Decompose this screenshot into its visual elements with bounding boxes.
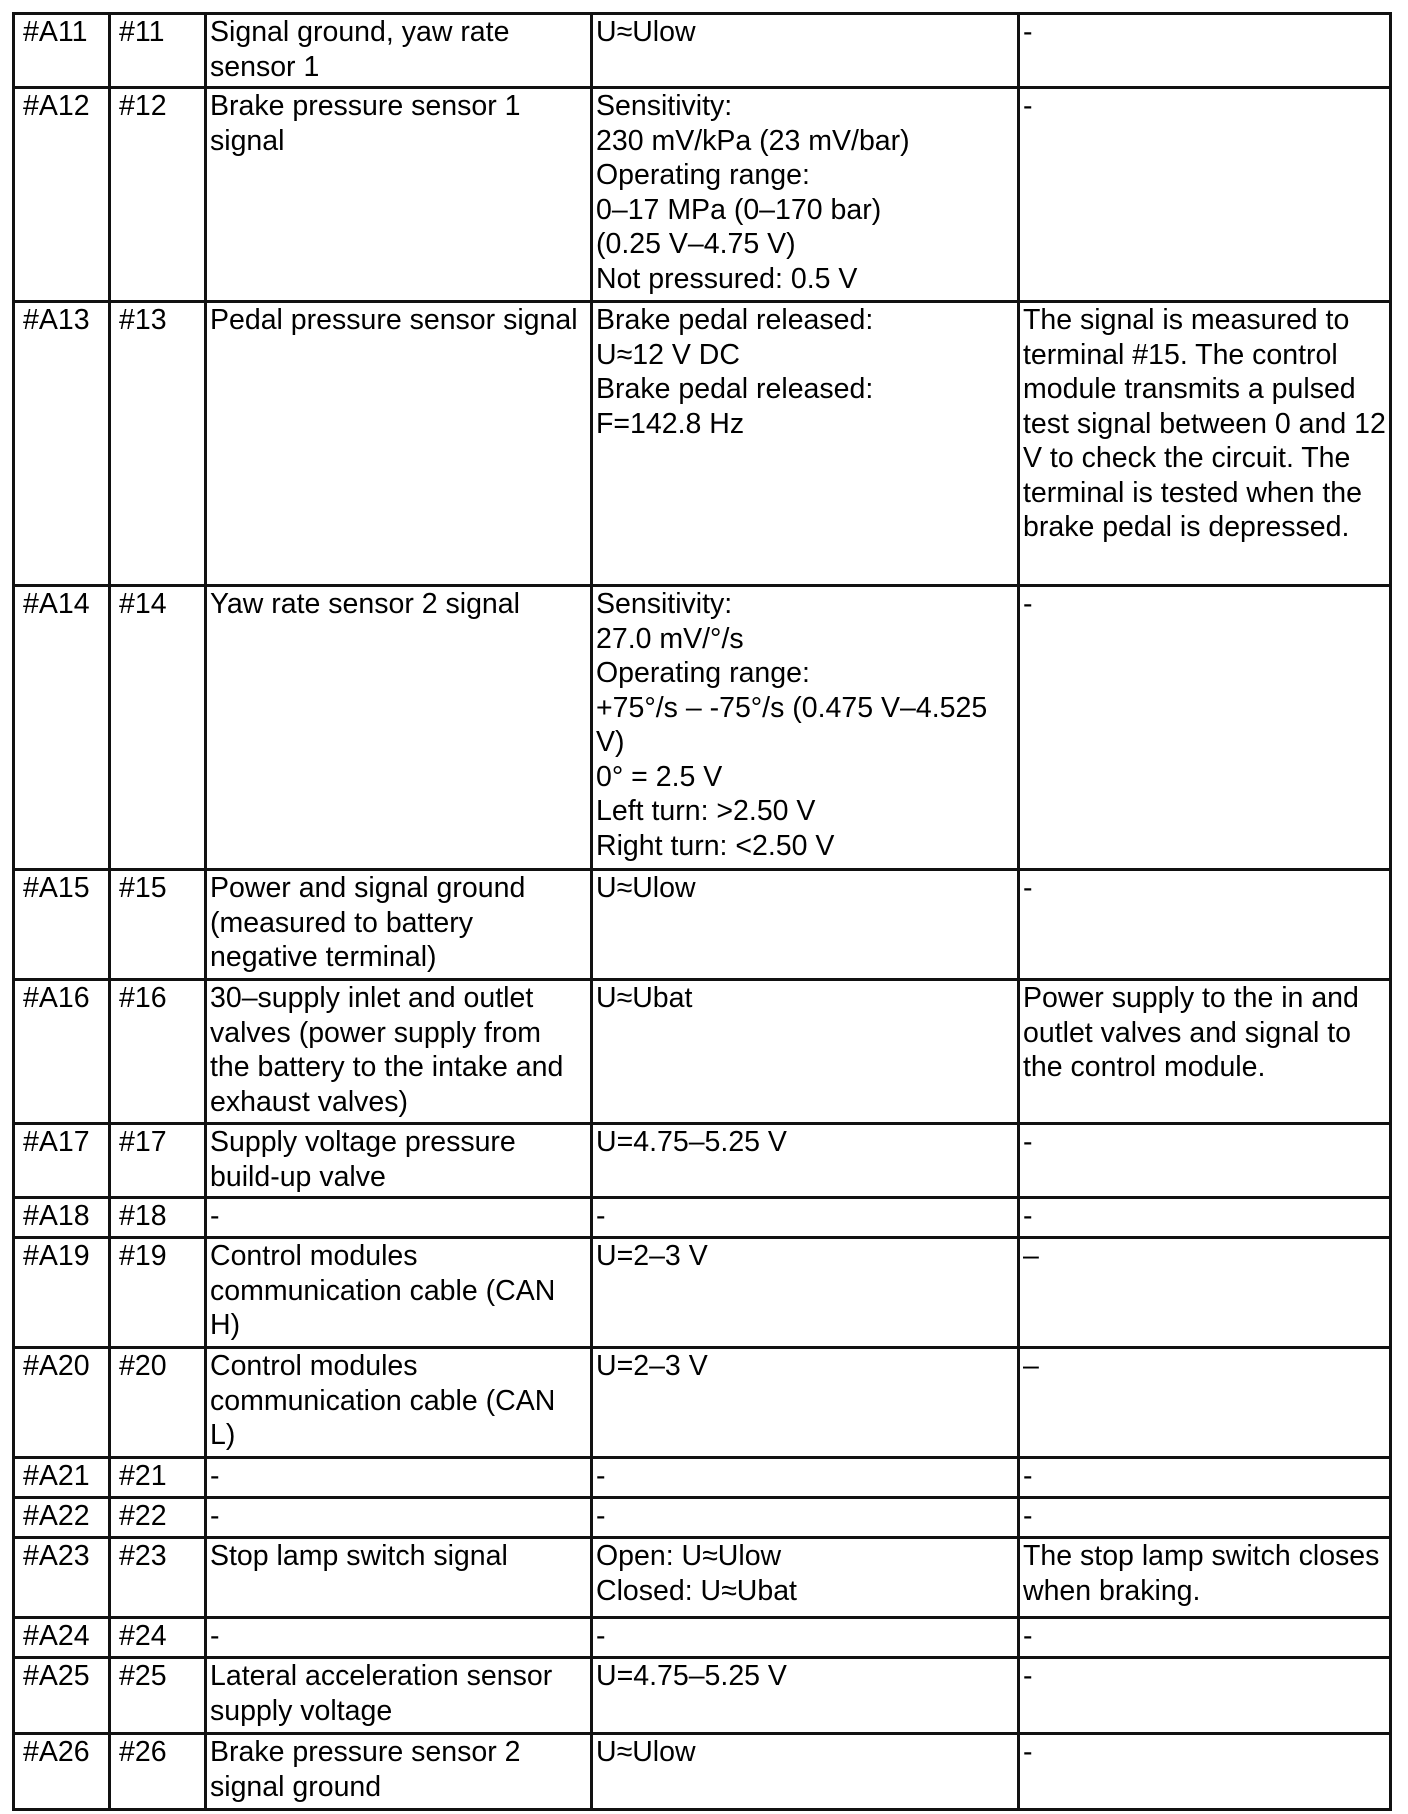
note-cell: - — [1019, 14, 1391, 88]
table-row — [14, 980, 1391, 1124]
pin-id-cell: #A22 — [14, 1498, 110, 1538]
terminal-number-cell: #21 — [110, 1458, 206, 1498]
table-row — [14, 1238, 1391, 1348]
value-line: U≈Ulow — [596, 872, 696, 904]
table-row — [14, 1198, 1391, 1238]
value-line: 0° = 2.5 V — [596, 760, 723, 793]
table-row — [14, 586, 1391, 870]
value-line: Left turn: >2.50 V — [596, 795, 816, 827]
value-cell — [592, 1734, 1019, 1810]
table-row — [14, 1734, 1391, 1810]
value-line: 27.0 mV/°/s — [596, 622, 744, 655]
description-cell: Brake pressure sensor 2 signal ground — [206, 1734, 592, 1810]
terminal-number-cell: #16 — [110, 980, 206, 1124]
note-cell: – — [1019, 1238, 1391, 1348]
value-cell — [592, 88, 1019, 302]
pin-id-cell: #A14 — [14, 586, 110, 870]
table-row — [14, 1348, 1391, 1458]
note-cell: The stop lamp switch closes when braking. — [1019, 1538, 1391, 1618]
value-cell — [592, 1618, 1019, 1658]
table-row — [14, 302, 1391, 586]
pin-id-cell: #A25 — [14, 1658, 110, 1734]
description-cell: Power and signal ground (measured to battery negative terminal) — [206, 870, 592, 980]
pin-id-cell: #A16 — [14, 980, 110, 1124]
pin-id-cell: #A21 — [14, 1458, 110, 1498]
value-line: F=142.8 Hz — [596, 407, 745, 440]
note-cell: - — [1019, 1198, 1391, 1238]
pin-id-cell: #A23 — [14, 1538, 110, 1618]
table-row — [14, 1458, 1391, 1498]
value-cell — [592, 1348, 1019, 1458]
value-line: Open: U≈Ulow — [596, 1540, 782, 1572]
pin-id-cell: #A24 — [14, 1618, 110, 1658]
value-cell — [592, 1124, 1019, 1198]
pinout-table-body — [14, 14, 1391, 1810]
description-cell: Signal ground, yaw rate sensor 1 — [206, 14, 592, 88]
value-line: Sensitivity: — [596, 588, 733, 620]
value-line: Right turn: <2.50 V — [596, 829, 835, 862]
value-line: (0.25 V–4.75 V) — [596, 228, 796, 260]
description-cell: - — [206, 1498, 592, 1538]
terminal-number-cell: #26 — [110, 1734, 206, 1810]
value-cell — [592, 980, 1019, 1124]
value-line: U≈Ulow — [596, 16, 696, 48]
value-cell — [592, 586, 1019, 870]
value-cell — [592, 1658, 1019, 1734]
description-cell: Brake pressure sensor 1 signal — [206, 88, 592, 302]
value-line: U≈12 V DC — [596, 338, 740, 371]
value-cell — [592, 1198, 1019, 1238]
value-line: +75°/s – -75°/s (0.475 V–4.525 V) — [596, 691, 996, 758]
pin-id-cell: #A13 — [14, 302, 110, 586]
terminal-number-cell: #14 — [110, 586, 206, 870]
terminal-number-cell: #25 — [110, 1658, 206, 1734]
table-row — [14, 1498, 1391, 1538]
pin-id-cell: #A15 — [14, 870, 110, 980]
pin-id-cell: #A12 — [14, 88, 110, 302]
description-cell: Lateral acceleration sensor supply voltage — [206, 1658, 592, 1734]
value-line: Brake pedal released: — [596, 373, 874, 405]
terminal-number-cell: #12 — [110, 88, 206, 302]
note-cell: - — [1019, 1658, 1391, 1734]
description-cell: - — [206, 1618, 592, 1658]
terminal-number-cell: #17 — [110, 1124, 206, 1198]
value-line: Not pressured: 0.5 V — [596, 262, 858, 295]
table-row — [14, 870, 1391, 980]
note-cell: - — [1019, 1124, 1391, 1198]
value-cell — [592, 1238, 1019, 1348]
value-line: Closed: U≈Ubat — [596, 1574, 797, 1607]
table-row — [14, 1124, 1391, 1198]
value-line: - — [596, 1460, 606, 1492]
description-cell: Stop lamp switch signal — [206, 1538, 592, 1618]
note-cell: - — [1019, 88, 1391, 302]
note-cell: - — [1019, 586, 1391, 870]
pin-id-cell: #A20 — [14, 1348, 110, 1458]
terminal-number-cell: #18 — [110, 1198, 206, 1238]
table-row — [14, 88, 1391, 302]
table-row — [14, 1658, 1391, 1734]
description-cell: - — [206, 1458, 592, 1498]
description-cell: 30–supply inlet and outlet valves (power supply from the battery to the intake and exhaust valves) — [206, 980, 592, 1124]
description-cell: Yaw rate sensor 2 signal — [206, 586, 592, 870]
pinout-document — [12, 12, 1389, 1811]
value-cell — [592, 1458, 1019, 1498]
value-line: - — [596, 1500, 606, 1532]
value-line: Operating range: — [596, 657, 810, 689]
value-cell — [592, 302, 1019, 586]
terminal-number-cell: #24 — [110, 1618, 206, 1658]
value-line: 230 mV/kPa (23 mV/bar) — [596, 124, 910, 157]
note-cell: - — [1019, 1498, 1391, 1538]
pin-id-cell: #A11 — [14, 14, 110, 88]
note-cell: - — [1019, 870, 1391, 980]
table-row — [14, 14, 1391, 88]
note-cell: Power supply to the in and outlet valves and signal to the control module. — [1019, 980, 1391, 1124]
value-line: U≈Ubat — [596, 982, 693, 1014]
value-line: U=2–3 V — [596, 1350, 708, 1382]
pin-id-cell: #A18 — [14, 1198, 110, 1238]
value-cell — [592, 1498, 1019, 1538]
note-cell: – — [1019, 1348, 1391, 1458]
value-line: 0–17 MPa (0–170 bar) — [596, 193, 882, 226]
value-line: Brake pedal released: — [596, 304, 874, 336]
pin-id-cell: #A26 — [14, 1734, 110, 1810]
terminal-number-cell: #19 — [110, 1238, 206, 1348]
terminal-number-cell: #11 — [110, 14, 206, 88]
value-cell — [592, 870, 1019, 980]
value-line: U=2–3 V — [596, 1240, 708, 1272]
terminal-number-cell: #15 — [110, 870, 206, 980]
description-cell: - — [206, 1198, 592, 1238]
value-line: Operating range: — [596, 159, 810, 191]
value-cell — [592, 14, 1019, 88]
value-line: - — [596, 1200, 606, 1232]
note-cell: - — [1019, 1734, 1391, 1810]
pinout-table — [12, 12, 1392, 1811]
pin-id-cell: #A19 — [14, 1238, 110, 1348]
pin-id-cell: #A17 — [14, 1124, 110, 1198]
table-row — [14, 1618, 1391, 1658]
description-cell: Control modules communication cable (CAN L) — [206, 1348, 592, 1458]
value-line: - — [596, 1620, 606, 1652]
note-cell: The signal is measured to terminal #15. The control module transmits a pulsed test signal between 0 and 12 V to check the circuit. The terminal is tested when the brake pedal is depressed. — [1019, 302, 1391, 586]
table-row — [14, 1538, 1391, 1618]
terminal-number-cell: #22 — [110, 1498, 206, 1538]
description-cell: Supply voltage pressure build-up valve — [206, 1124, 592, 1198]
value-line: U=4.75–5.25 V — [596, 1126, 787, 1158]
note-cell: - — [1019, 1618, 1391, 1658]
value-line: U=4.75–5.25 V — [596, 1660, 787, 1692]
terminal-number-cell: #13 — [110, 302, 206, 586]
description-cell: Control modules communication cable (CAN H) — [206, 1238, 592, 1348]
value-cell — [592, 1538, 1019, 1618]
terminal-number-cell: #23 — [110, 1538, 206, 1618]
value-line: Sensitivity: — [596, 90, 733, 122]
description-cell: Pedal pressure sensor signal — [206, 302, 592, 586]
note-cell: - — [1019, 1458, 1391, 1498]
terminal-number-cell: #20 — [110, 1348, 206, 1458]
value-line: U≈Ulow — [596, 1736, 696, 1768]
